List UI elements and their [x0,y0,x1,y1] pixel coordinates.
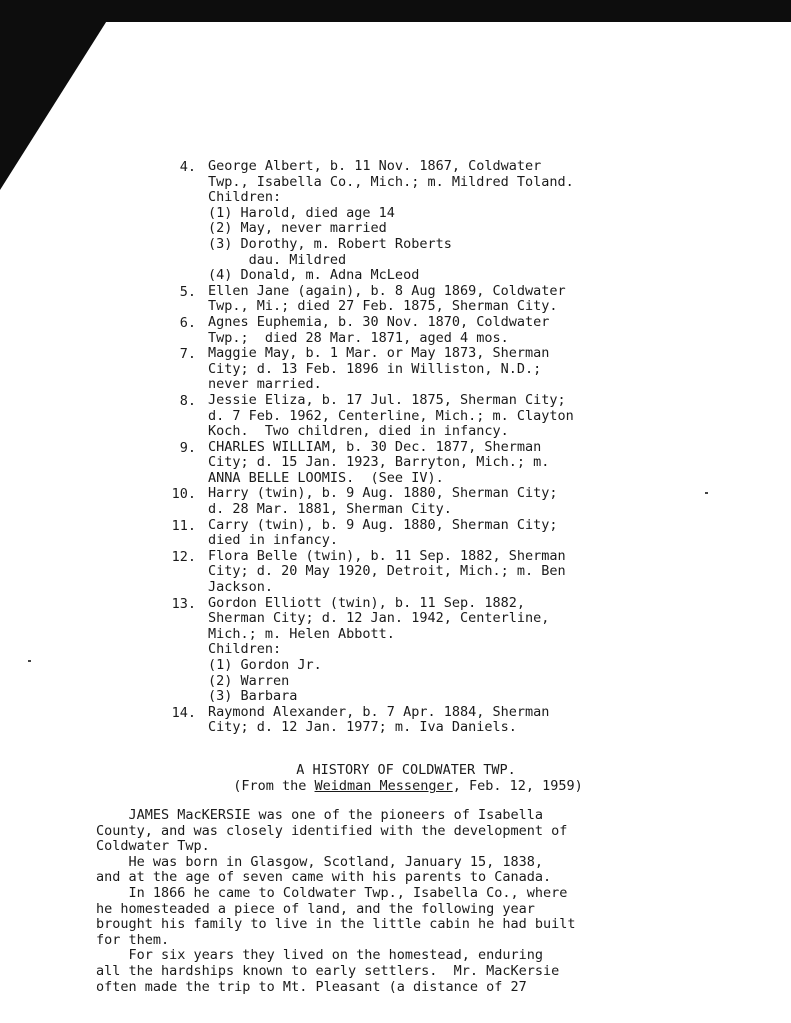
entry-line: Sherman City; d. 12 Jan. 1942, Centerline, [208,610,550,627]
entry-number: 6. [179,314,196,331]
entry-text [208,440,549,487]
entry-number: 14. [171,704,196,721]
entry-line: never married. [208,376,322,393]
entry-line: George Albert, b. 11 Nov. 1867, Coldwater [208,158,542,174]
article-source [188,778,628,794]
article-line: for them. [96,931,170,948]
entry-text [208,159,574,284]
entry-line: Children: [208,189,282,206]
entry-line: Ellen Jane (again), b. 8 Aug 1869, Coldwater [208,282,566,299]
entry-line: City; d. 15 Jan. 1923, Barryton, Mich.; m. [208,454,550,471]
entry-line: Raymond Alexander, b. 7 Apr. 1884, Sherman [208,703,550,720]
list-item [150,284,670,315]
list-item [150,393,670,440]
entry-number: 9. [179,439,196,456]
entry-text [208,549,566,596]
entry-line: (4) Donald, m. Adna McLeod [208,267,420,284]
list-item [150,440,670,487]
entry-text [208,346,549,393]
entry-number: 8. [179,392,196,409]
entry-line: Children: [208,641,282,658]
entry-text [208,518,558,549]
entry-line: dau. Mildred [208,251,347,268]
list-item [150,486,670,517]
entry-line: Koch. Two children, died in infancy. [208,423,509,440]
entry-number: 10. [171,486,196,503]
entry-line: (1) Harold, died age 14 [208,204,395,221]
entry-line: d. 28 Mar. 1881, Sherman City. [208,501,452,518]
entry-line: Maggie May, b. 1 Mar. or May 1873, Sherman [208,345,550,362]
history-article [96,762,736,995]
list-item [150,159,670,284]
entry-text [208,486,558,517]
entry-line: (1) Gordon Jr. [208,657,322,673]
entry-line: Flora Belle (twin), b. 11 Sep. 1882, Sherman [208,547,566,564]
entry-line: Carry (twin), b. 9 Aug. 1880, Sherman City; [208,516,558,533]
entry-line: ANNA BELLE LOOMIS. (See IV). [208,469,444,486]
article-line: County, and was closely identified with the development of [96,822,568,839]
list-item [150,518,670,549]
entry-number: 4. [179,159,196,175]
entry-line: died in infancy. [208,532,339,549]
entry-line: (2) Warren [208,672,290,689]
article-line: He was born in Glasgow, Scotland, January 15, 1838, [96,853,544,870]
entry-number: 13. [171,595,196,612]
entry-line: Jessie Eliza, b. 17 Jul. 1875, Sherman City; [208,391,566,408]
article-body [96,808,736,995]
entry-number: 11. [171,517,196,534]
entry-number: 5. [179,283,196,300]
scan-speck [28,660,31,662]
entry-line: City; d. 12 Jan. 1977; m. Iva Daniels. [208,719,517,736]
entry-line: (3) Dorothy, m. Robert Roberts [208,235,452,252]
children-list [150,159,670,736]
entry-number: 12. [171,548,196,565]
entry-line: Mich.; m. Helen Abbott. [208,625,395,642]
source-newspaper: Weidman Messenger [314,778,453,794]
list-item [150,315,670,346]
list-item [150,705,670,736]
article-line: often made the trip to Mt. Pleasant (a distance of 27 [96,978,527,995]
entry-text [208,596,549,705]
article-line: brought his family to live in the little cabin he had built [96,916,576,933]
article-line: Coldwater Twp. [96,838,210,855]
list-item [150,549,670,596]
article-line: he homesteaded a piece of land, and the following year [96,900,535,917]
entry-text [208,705,549,736]
entry-line: Agnes Euphemia, b. 30 Nov. 1870, Coldwater [208,313,550,330]
entry-text [208,284,566,315]
entry-text [208,315,549,346]
entry-line: Gordon Elliott (twin), b. 11 Sep. 1882, [208,594,525,611]
entry-text [208,393,574,440]
list-item [150,346,670,393]
entry-line: City; d. 13 Feb. 1896 in Williston, N.D.; [208,360,542,377]
scan-corner-shadow [0,0,120,190]
entry-line: Twp., Mi.; died 27 Feb. 1875, Sherman City. [208,298,558,315]
entry-line: City; d. 20 May 1920, Detroit, Mich.; m. Ben [208,563,566,580]
article-line: In 1866 he came to Coldwater Twp., Isabella Co., where [96,884,568,901]
source-prefix: (From the [233,778,315,794]
entry-line: Harry (twin), b. 9 Aug. 1880, Sherman City; [208,485,558,502]
article-line: For six years they lived on the homestead, enduring [96,947,544,964]
article-line: JAMES MacKERSIE was one of the pioneers of Isabella [96,807,544,823]
scan-speck [705,492,708,494]
article-line: and at the age of seven came with his parents to Canada. [96,869,552,886]
entry-line: (2) May, never married [208,220,387,237]
article-title: A HISTORY OF COLDWATER TWP. [296,762,516,778]
entry-number: 7. [179,346,196,363]
entry-line: (3) Barbara [208,688,298,705]
entry-line: Twp.; died 28 Mar. 1871, aged 4 mos. [208,329,509,346]
source-suffix: , Feb. 12, 1959) [452,778,583,794]
article-line: all the hardships known to early settlers. Mr. MacKersie [96,962,560,979]
entry-line: d. 7 Feb. 1962, Centerline, Mich.; m. Clayton [208,407,574,424]
entry-line: Twp., Isabella Co., Mich.; m. Mildred Toland. [208,173,574,190]
entry-line: Jackson. [208,579,274,596]
entry-line: CHARLES WILLIAM, b. 30 Dec. 1877, Sherman [208,438,542,455]
list-item [150,596,670,705]
